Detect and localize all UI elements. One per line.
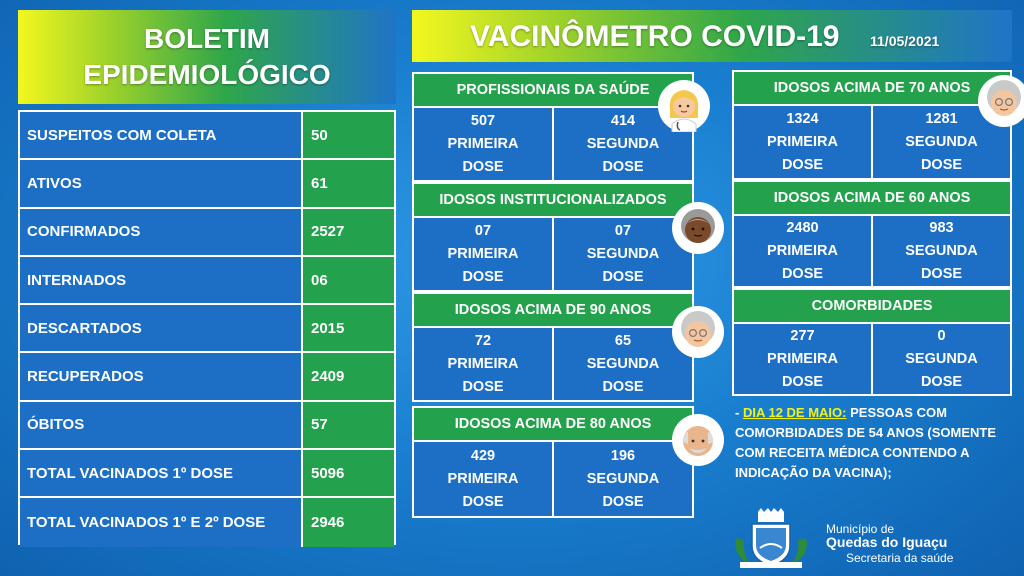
dose-ordinal: SEGUNDA xyxy=(586,245,660,262)
row-label: ATIVOS xyxy=(20,160,303,206)
dose-value: 277 xyxy=(790,327,815,344)
card-idosos-70 xyxy=(732,70,1012,180)
card-idosos-institucionalizados xyxy=(412,182,694,292)
first-dose-cell xyxy=(414,108,552,180)
dose-value: 1324 xyxy=(786,110,819,127)
table-row xyxy=(20,112,394,160)
vacinometro-banner xyxy=(412,10,1012,62)
dose-ordinal: SEGUNDA xyxy=(586,135,660,152)
second-dose-cell xyxy=(552,218,692,290)
older-woman-icon xyxy=(978,75,1024,127)
dose-ordinal: PRIMEIRA xyxy=(447,135,519,152)
row-value: 57 xyxy=(303,402,394,448)
row-value: 2946 xyxy=(303,498,394,546)
row-label: ÓBITOS xyxy=(20,402,303,448)
older-man-icon xyxy=(672,414,724,466)
card-comorbidades xyxy=(732,288,1012,396)
row-label: TOTAL VACINADOS 1º E 2º DOSE xyxy=(20,498,303,546)
municipality-logo xyxy=(730,508,1020,570)
dose-ordinal: PRIMEIRA xyxy=(767,133,838,150)
dose-word: DOSE xyxy=(920,156,963,173)
note-text: PESSOAS COM COMORBIDADES DE 54 ANOS (SOMENTE COM RECEITA MÉDICA CONTENDO A INDICAÇÃO DA VACINA); xyxy=(735,405,996,480)
dose-ordinal: PRIMEIRA xyxy=(767,350,838,367)
row-label: RECUPERADOS xyxy=(20,353,303,399)
card-title: IDOSOS INSTITUCIONALIZADOS xyxy=(414,184,692,218)
table-row xyxy=(20,257,394,305)
second-dose-cell xyxy=(871,324,1010,394)
table-row xyxy=(20,402,394,450)
dose-ordinal: SEGUNDA xyxy=(586,355,660,372)
dose-word: DOSE xyxy=(462,158,504,175)
dose-word: DOSE xyxy=(920,265,963,282)
dose-value: 2480 xyxy=(786,219,819,236)
first-dose-cell xyxy=(414,328,552,400)
row-label: SUSPEITOS COM COLETA xyxy=(20,112,303,158)
boletim-banner xyxy=(18,10,396,104)
dose-ordinal: PRIMEIRA xyxy=(447,470,519,487)
dose-ordinal: SEGUNDA xyxy=(905,133,978,150)
second-dose-cell xyxy=(871,216,1010,286)
table-row xyxy=(20,353,394,401)
dose-value: 507 xyxy=(470,112,496,129)
note-prefix: - xyxy=(735,405,743,420)
card-title: COMORBIDADES xyxy=(734,290,1010,324)
row-value: 61 xyxy=(303,160,394,206)
dose-word: DOSE xyxy=(781,156,824,173)
dose-value: 07 xyxy=(474,222,492,239)
first-dose-cell xyxy=(414,442,552,516)
logo-line1: Município de xyxy=(826,522,895,536)
dose-ordinal: SEGUNDA xyxy=(905,350,978,367)
report-date: 11/05/2021 xyxy=(870,33,940,49)
card-title: IDOSOS ACIMA DE 70 ANOS xyxy=(734,72,1010,106)
card-title: PROFISSIONAIS DA SAÚDE xyxy=(414,74,692,108)
row-value: 50 xyxy=(303,112,394,158)
dose-ordinal: SEGUNDA xyxy=(905,242,978,259)
dose-word: DOSE xyxy=(602,158,644,175)
coat-of-arms-icon xyxy=(730,508,812,570)
dose-value: 414 xyxy=(610,112,636,129)
table-row xyxy=(20,450,394,498)
dose-word: DOSE xyxy=(781,265,824,282)
vacinometro-title: VACINÔMETRO COVID-19 xyxy=(470,20,840,53)
card-idosos-60 xyxy=(732,180,1012,288)
row-value: 5096 xyxy=(303,450,394,496)
table-row xyxy=(20,209,394,257)
schedule-note xyxy=(735,403,1015,483)
table-row xyxy=(20,305,394,353)
logo-line2: Quedas do Iguaçu xyxy=(826,534,948,550)
table-row xyxy=(20,498,394,546)
row-label: TOTAL VACINADOS 1º DOSE xyxy=(20,450,303,496)
row-value: 2527 xyxy=(303,209,394,255)
boletim-title-line1: BOLETIM xyxy=(144,23,270,54)
dose-value: 72 xyxy=(474,332,492,349)
dose-word: DOSE xyxy=(462,378,504,395)
row-label: INTERNADOS xyxy=(20,257,303,303)
card-idosos-80 xyxy=(412,406,694,518)
first-dose-cell xyxy=(734,106,871,178)
dose-ordinal: SEGUNDA xyxy=(586,470,660,487)
row-label: DESCARTADOS xyxy=(20,305,303,351)
dose-value: 65 xyxy=(614,332,632,349)
older-person-dark-icon xyxy=(672,202,724,254)
dose-word: DOSE xyxy=(602,378,644,395)
older-woman-icon xyxy=(672,306,724,358)
first-dose-cell xyxy=(414,218,552,290)
note-highlight: DIA 12 DE MAIO: xyxy=(742,405,847,420)
row-value: 2015 xyxy=(303,305,394,351)
row-label: CONFIRMADOS xyxy=(20,209,303,255)
health-worker-woman-icon xyxy=(658,80,710,132)
card-title: IDOSOS ACIMA DE 90 ANOS xyxy=(414,294,692,328)
dose-ordinal: PRIMEIRA xyxy=(767,242,838,259)
dose-word: DOSE xyxy=(602,268,644,285)
dose-word: DOSE xyxy=(462,268,504,285)
boletim-table xyxy=(18,110,396,545)
dose-value: 0 xyxy=(937,327,946,344)
dose-value: 07 xyxy=(614,222,632,239)
card-title: IDOSOS ACIMA DE 60 ANOS xyxy=(734,182,1010,216)
table-row xyxy=(20,160,394,208)
card-title: IDOSOS ACIMA DE 80 ANOS xyxy=(414,408,692,442)
card-profissionais-saude xyxy=(412,72,694,182)
dose-value: 983 xyxy=(929,219,954,236)
dose-word: DOSE xyxy=(462,493,504,510)
dose-ordinal: PRIMEIRA xyxy=(447,355,519,372)
first-dose-cell xyxy=(734,216,871,286)
dose-ordinal: PRIMEIRA xyxy=(447,245,519,262)
dose-word: DOSE xyxy=(920,373,963,390)
logo-line3: Secretaria da saúde xyxy=(846,551,954,565)
dose-word: DOSE xyxy=(602,493,644,510)
boletim-title-line2: EPIDEMIOLÓGICO xyxy=(83,59,331,90)
second-dose-cell xyxy=(552,442,692,516)
dose-value: 196 xyxy=(610,447,636,464)
row-value: 2409 xyxy=(303,353,394,399)
first-dose-cell xyxy=(734,324,871,394)
dose-word: DOSE xyxy=(781,373,824,390)
dose-value: 1281 xyxy=(925,110,958,127)
row-value: 06 xyxy=(303,257,394,303)
card-idosos-90 xyxy=(412,292,694,402)
second-dose-cell xyxy=(552,328,692,400)
dose-value: 429 xyxy=(470,447,496,464)
